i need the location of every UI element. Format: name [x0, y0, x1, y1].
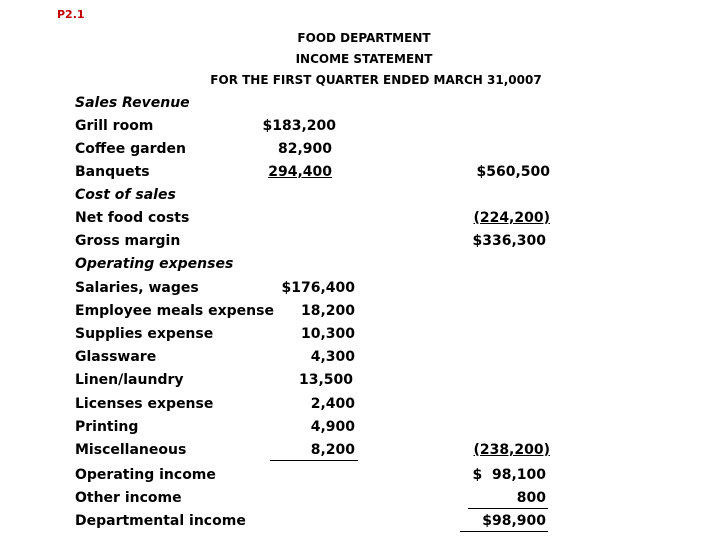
salaries-amount: $176,400 [281, 280, 355, 296]
linen-amount: 13,500 [298, 372, 353, 388]
coffee-garden-amount: 82,900 [277, 141, 332, 157]
grill-room-amount: $183,200 [262, 118, 336, 134]
banquets-label: Banquets [75, 164, 150, 180]
slide-label: P2.1 [57, 8, 85, 21]
net-food-costs-total: (224,200) [473, 210, 550, 226]
other-income-underline [468, 508, 548, 509]
coffee-garden-label: Coffee garden [75, 141, 186, 157]
operating-income-total: $ 98,100 [472, 467, 546, 483]
operating-income-label: Operating income [75, 467, 216, 483]
departmental-income-underline [460, 531, 548, 532]
miscellaneous-amount: 8,200 [310, 442, 355, 458]
printing-label: Printing [75, 419, 139, 435]
miscellaneous-underline [270, 460, 358, 461]
employee-meals-label: Employee meals expense [75, 303, 274, 319]
employee-meals-amount: 18,200 [300, 303, 355, 319]
total-operating-expenses: (238,200) [473, 442, 550, 458]
section-sales-revenue: Sales Revenue [75, 95, 190, 111]
department-heading: FOOD DEPARTMENT [297, 31, 431, 45]
other-income-total: 800 [516, 490, 546, 506]
salaries-label: Salaries, wages [75, 280, 199, 296]
licenses-amount: 2,400 [310, 396, 355, 412]
supplies-label: Supplies expense [75, 326, 214, 342]
glassware-label: Glassware [75, 349, 157, 365]
gross-margin-total: $336,300 [472, 233, 546, 249]
grill-room-label: Grill room [75, 118, 154, 134]
linen-label: Linen/laundry [75, 372, 184, 388]
section-operating-expenses: Operating expenses [75, 256, 234, 272]
statement-period: FOR THE FIRST QUARTER ENDED MARCH 31,0007 [210, 73, 542, 87]
gross-margin-label: Gross margin [75, 233, 181, 249]
departmental-income-label: Departmental income [75, 513, 246, 529]
printing-amount: 4,900 [310, 419, 355, 435]
supplies-amount: 10,300 [300, 326, 355, 342]
banquets-amount: 294,400 [268, 164, 332, 180]
section-cost-of-sales: Cost of sales [75, 187, 176, 203]
other-income-label: Other income [75, 490, 182, 506]
licenses-label: Licenses expense [75, 396, 214, 412]
net-food-costs-label: Net food costs [75, 210, 190, 226]
miscellaneous-label: Miscellaneous [75, 442, 187, 458]
glassware-amount: 4,300 [310, 349, 355, 365]
total-sales: $560,500 [476, 164, 550, 180]
statement-title: INCOME STATEMENT [295, 52, 433, 66]
departmental-income-total: $98,900 [482, 513, 546, 529]
